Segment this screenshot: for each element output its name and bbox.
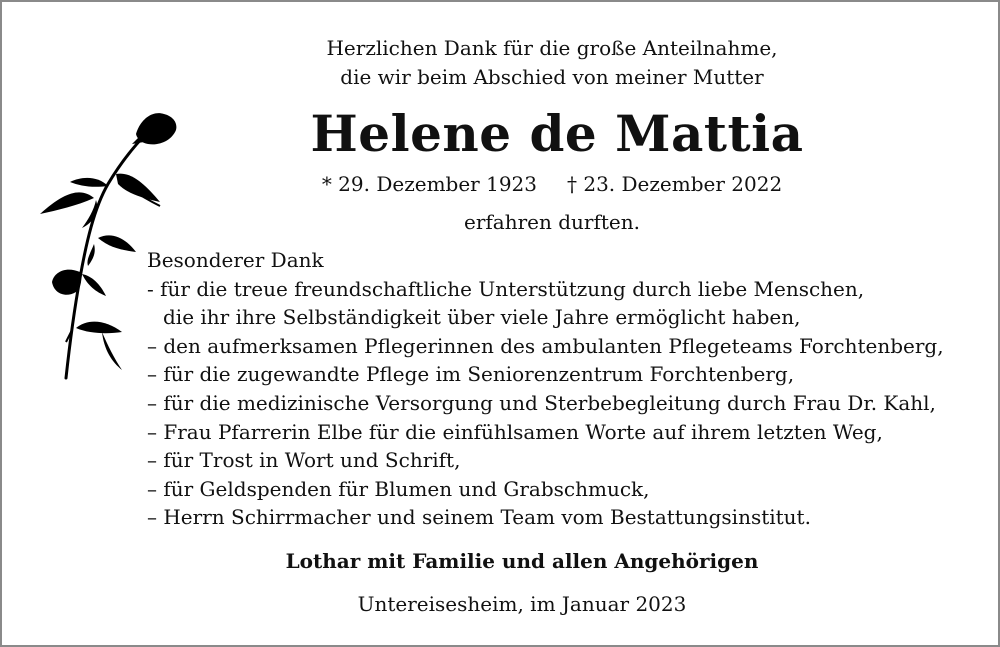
thanks-line: – für Trost in Wort und Schrift, <box>147 448 461 473</box>
death-date: † 23. Dezember 2022 <box>567 172 783 196</box>
intro-line-1: Herzlichen Dank für die große Anteilnahme, <box>326 36 778 60</box>
birth-date: * 29. Dezember 1923 <box>321 172 537 196</box>
thanks-line: - für die treue freundschaftliche Unterstützung durch liebe Menschen, <box>147 276 865 301</box>
thanks-line: – für Geldspenden für Blumen und Grabschmuck, <box>147 476 650 501</box>
place-date: Untereisesheim, im Januar 2023 <box>357 592 687 616</box>
thanks-heading: Besonderer Dank <box>147 248 324 272</box>
thanks-line: – für die medizinische Versorgung und Sterbebegleitung durch Frau Dr. Kahl, <box>147 390 936 415</box>
thanks-line: die ihr ihre Selbständigkeit über viele Jahre ermöglicht haben, <box>163 305 801 330</box>
thanks-line: – Herrn Schirrmacher und seinem Team vom Bestattungsinstitut. <box>147 505 811 530</box>
life-dates <box>202 169 902 199</box>
signature: Lothar mit Familie und allen Angehörigen <box>285 549 759 573</box>
intro-line-2: die wir beim Abschied von meiner Mutter <box>340 65 764 89</box>
thanks-line: – für die zugewandte Pflege im Seniorenzentrum Forchtenberg, <box>147 362 795 387</box>
intro-line-3: erfahren durften. <box>464 210 640 234</box>
thanks-line: – Frau Pfarrerin Elbe für die einfühlsamen Worte auf ihrem letzten Weg, <box>147 419 883 444</box>
thanks-section <box>147 246 987 532</box>
thanks-line: – den aufmerksamen Pflegerinnen des ambulanten Pflegeteams Forchtenberg, <box>147 333 944 358</box>
deceased-name: Helene de Mattia <box>310 104 804 163</box>
